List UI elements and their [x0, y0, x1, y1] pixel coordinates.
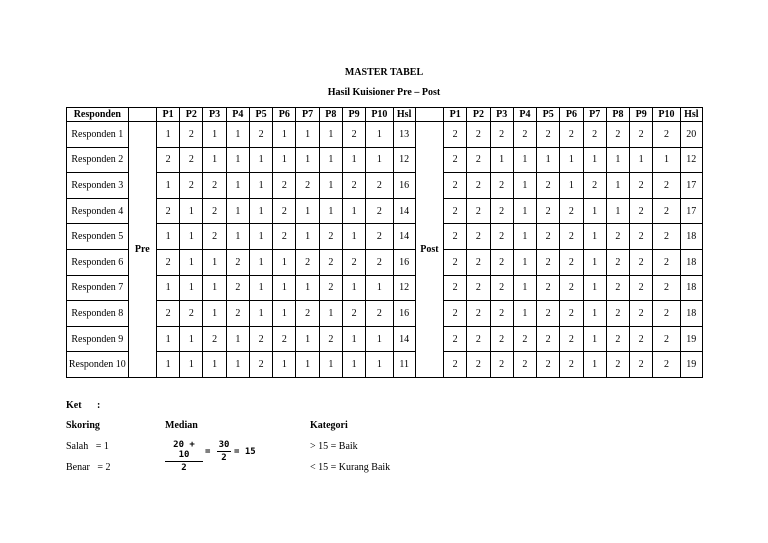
post-p4-cell: 2 — [513, 326, 536, 352]
post-p10-cell: 2 — [653, 249, 680, 275]
header-pre-p9: P9 — [342, 108, 365, 122]
post-p4-cell: 1 — [513, 147, 536, 173]
post-hsl-cell: 17 — [680, 198, 702, 224]
pre-p1-cell: 1 — [156, 275, 179, 301]
pre-p9-cell: 1 — [342, 224, 365, 250]
pre-hsl-cell: 12 — [393, 147, 415, 173]
post-p8-cell: 2 — [606, 122, 629, 148]
page-title: MASTER TABEL — [344, 67, 424, 78]
post-p6-cell: 2 — [560, 352, 583, 378]
pre-hsl-cell: 16 — [393, 301, 415, 327]
pre-p8-cell: 2 — [319, 249, 342, 275]
pre-p9-cell: 1 — [342, 326, 365, 352]
pre-p10-cell: 2 — [366, 173, 393, 199]
post-p5-cell: 2 — [537, 275, 560, 301]
pre-p4-cell: 2 — [226, 301, 249, 327]
skoring-benar: Benar = 2 — [66, 462, 111, 473]
table-body — [67, 122, 703, 378]
post-p2-cell: 2 — [467, 352, 490, 378]
header-post-hsl: Hsl — [680, 108, 702, 122]
header-pre-p5: P5 — [249, 108, 272, 122]
pre-p10-cell: 1 — [366, 352, 393, 378]
post-p8-cell: 2 — [606, 224, 629, 250]
post-p4-cell: 1 — [513, 275, 536, 301]
pre-p1-cell: 2 — [156, 301, 179, 327]
pre-p1-cell: 2 — [156, 249, 179, 275]
post-p9-cell: 2 — [630, 352, 653, 378]
pre-hsl-cell: 16 — [393, 173, 415, 199]
header-responden: Responden — [67, 108, 129, 122]
post-p5-cell: 2 — [537, 326, 560, 352]
pre-p1-cell: 1 — [156, 326, 179, 352]
pre-p5-cell: 1 — [249, 173, 272, 199]
table-row — [67, 275, 703, 301]
post-hsl-cell: 19 — [680, 326, 702, 352]
post-p6-cell: 2 — [560, 224, 583, 250]
post-p4-cell: 1 — [513, 249, 536, 275]
post-hsl-cell: 18 — [680, 301, 702, 327]
post-hsl-cell: 17 — [680, 173, 702, 199]
header-pre-p2: P2 — [180, 108, 203, 122]
pre-p8-cell: 1 — [319, 147, 342, 173]
responden-cell: Responden 10 — [67, 352, 129, 378]
pre-p3-cell: 2 — [203, 224, 226, 250]
pre-hsl-cell: 12 — [393, 275, 415, 301]
header-pre-p8: P8 — [319, 108, 342, 122]
pre-p4-cell: 1 — [226, 224, 249, 250]
post-p6-cell: 1 — [560, 147, 583, 173]
median-fraction-2 — [217, 440, 231, 463]
pre-p2-cell: 1 — [180, 326, 203, 352]
post-p2-cell: 2 — [467, 198, 490, 224]
post-p10-cell: 1 — [653, 147, 680, 173]
table-row — [67, 147, 703, 173]
post-p7-cell: 2 — [583, 122, 606, 148]
post-p1-cell: 2 — [444, 301, 467, 327]
post-p7-cell: 1 — [583, 147, 606, 173]
post-p8-cell: 2 — [606, 249, 629, 275]
post-p3-cell: 2 — [490, 301, 513, 327]
pre-p3-cell: 2 — [203, 173, 226, 199]
pre-p8-cell: 1 — [319, 301, 342, 327]
post-p9-cell: 1 — [630, 147, 653, 173]
pre-p6-cell: 1 — [273, 147, 296, 173]
post-p2-cell: 2 — [467, 173, 490, 199]
pre-p4-cell: 1 — [226, 173, 249, 199]
pre-p3-cell: 2 — [203, 198, 226, 224]
pre-p2-cell: 1 — [180, 352, 203, 378]
post-p1-cell: 2 — [444, 173, 467, 199]
kategori-baik: > 15 = Baik — [310, 441, 358, 452]
pre-p5-cell: 1 — [249, 249, 272, 275]
pre-p7-cell: 1 — [296, 326, 319, 352]
pre-p7-cell: 2 — [296, 173, 319, 199]
table-row — [67, 249, 703, 275]
table-row — [67, 352, 703, 378]
post-p9-cell: 2 — [630, 224, 653, 250]
pre-p3-cell: 1 — [203, 275, 226, 301]
skoring-label: Skoring — [66, 420, 100, 431]
post-p10-cell: 2 — [653, 352, 680, 378]
pre-p8-cell: 2 — [319, 275, 342, 301]
pre-p3-cell: 1 — [203, 147, 226, 173]
post-p7-cell: 2 — [583, 173, 606, 199]
post-p2-cell: 2 — [467, 326, 490, 352]
pre-p8-cell: 1 — [319, 352, 342, 378]
post-p3-cell: 1 — [490, 147, 513, 173]
post-p9-cell: 2 — [630, 122, 653, 148]
post-p6-cell: 2 — [560, 198, 583, 224]
pre-p7-cell: 1 — [296, 147, 319, 173]
pre-p6-cell: 2 — [273, 198, 296, 224]
pre-p2-cell: 1 — [180, 224, 203, 250]
pre-hsl-cell: 14 — [393, 198, 415, 224]
pre-p3-cell: 2 — [203, 326, 226, 352]
header-post-group — [415, 108, 443, 122]
post-p9-cell: 2 — [630, 249, 653, 275]
pre-p10-cell: 2 — [366, 301, 393, 327]
pre-group-label: Pre — [128, 122, 156, 378]
post-p5-cell: 2 — [537, 249, 560, 275]
post-p4-cell: 2 — [513, 352, 536, 378]
post-p5-cell: 1 — [537, 147, 560, 173]
post-p5-cell: 2 — [537, 352, 560, 378]
pre-p3-cell: 1 — [203, 352, 226, 378]
pre-hsl-cell: 13 — [393, 122, 415, 148]
header-post-p1: P1 — [444, 108, 467, 122]
pre-hsl-cell: 14 — [393, 326, 415, 352]
post-hsl-cell: 19 — [680, 352, 702, 378]
pre-p7-cell: 1 — [296, 275, 319, 301]
header-pre-p7: P7 — [296, 108, 319, 122]
median-fraction-2-denominator: 2 — [221, 453, 227, 463]
responden-cell: Responden 9 — [67, 326, 129, 352]
post-p3-cell: 2 — [490, 173, 513, 199]
kategori-label: Kategori — [310, 420, 348, 431]
pre-p8-cell: 1 — [319, 122, 342, 148]
pre-hsl-cell: 11 — [393, 352, 415, 378]
pre-p5-cell: 2 — [249, 352, 272, 378]
header-post-p2: P2 — [467, 108, 490, 122]
pre-p10-cell: 1 — [366, 275, 393, 301]
post-p9-cell: 2 — [630, 275, 653, 301]
pre-p4-cell: 1 — [226, 147, 249, 173]
post-p3-cell: 2 — [490, 352, 513, 378]
pre-p6-cell: 1 — [273, 249, 296, 275]
post-p9-cell: 2 — [630, 198, 653, 224]
pre-p5-cell: 1 — [249, 198, 272, 224]
pre-p8-cell: 1 — [319, 173, 342, 199]
post-p7-cell: 1 — [583, 224, 606, 250]
post-p10-cell: 2 — [653, 198, 680, 224]
post-p6-cell: 2 — [560, 275, 583, 301]
pre-hsl-cell: 14 — [393, 224, 415, 250]
pre-p8-cell: 2 — [319, 224, 342, 250]
post-p8-cell: 2 — [606, 275, 629, 301]
pre-p7-cell: 1 — [296, 122, 319, 148]
pre-p4-cell: 2 — [226, 249, 249, 275]
post-hsl-cell: 20 — [680, 122, 702, 148]
pre-p6-cell: 2 — [273, 173, 296, 199]
post-p5-cell: 2 — [537, 122, 560, 148]
pre-p3-cell: 1 — [203, 301, 226, 327]
pre-p9-cell: 1 — [342, 275, 365, 301]
post-p6-cell: 2 — [560, 122, 583, 148]
post-group-label: Post — [415, 122, 443, 378]
pre-p9-cell: 2 — [342, 173, 365, 199]
pre-p1-cell: 1 — [156, 224, 179, 250]
post-p1-cell: 2 — [444, 326, 467, 352]
pre-p2-cell: 2 — [180, 173, 203, 199]
pre-p4-cell: 1 — [226, 122, 249, 148]
pre-p1-cell: 1 — [156, 352, 179, 378]
ket-colon: : — [97, 400, 101, 411]
post-p3-cell: 2 — [490, 249, 513, 275]
pre-p4-cell: 1 — [226, 198, 249, 224]
post-p10-cell: 2 — [653, 301, 680, 327]
post-p1-cell: 2 — [444, 224, 467, 250]
post-p5-cell: 2 — [537, 198, 560, 224]
median-equals: = — [205, 447, 211, 457]
responden-cell: Responden 7 — [67, 275, 129, 301]
post-p8-cell: 1 — [606, 147, 629, 173]
header-pre-p4: P4 — [226, 108, 249, 122]
post-p2-cell: 2 — [467, 275, 490, 301]
header-post-p8: P8 — [606, 108, 629, 122]
table-row — [67, 326, 703, 352]
post-p7-cell: 1 — [583, 275, 606, 301]
post-p8-cell: 1 — [606, 198, 629, 224]
post-p2-cell: 2 — [467, 249, 490, 275]
responden-cell: Responden 8 — [67, 301, 129, 327]
ket-label: Ket — [66, 400, 82, 411]
post-p3-cell: 2 — [490, 224, 513, 250]
post-p10-cell: 2 — [653, 224, 680, 250]
responden-cell: Responden 2 — [67, 147, 129, 173]
post-p3-cell: 2 — [490, 122, 513, 148]
pre-p4-cell: 2 — [226, 275, 249, 301]
post-p9-cell: 2 — [630, 326, 653, 352]
post-p10-cell: 2 — [653, 173, 680, 199]
post-p5-cell: 2 — [537, 224, 560, 250]
pre-p10-cell: 1 — [366, 326, 393, 352]
master-table — [66, 107, 703, 378]
pre-p2-cell: 2 — [180, 122, 203, 148]
post-p2-cell: 2 — [467, 301, 490, 327]
median-fraction-1-denominator: 2 — [181, 463, 187, 473]
pre-p7-cell: 1 — [296, 224, 319, 250]
pre-p8-cell: 2 — [319, 326, 342, 352]
post-p2-cell: 2 — [467, 122, 490, 148]
pre-p7-cell: 2 — [296, 301, 319, 327]
pre-p7-cell: 2 — [296, 249, 319, 275]
post-p6-cell: 2 — [560, 326, 583, 352]
post-p4-cell: 1 — [513, 224, 536, 250]
post-p1-cell: 2 — [444, 275, 467, 301]
pre-p4-cell: 1 — [226, 352, 249, 378]
responden-cell: Responden 1 — [67, 122, 129, 148]
pre-p6-cell: 2 — [273, 224, 296, 250]
page-subtitle: Hasil Kuisioner Pre – Post — [327, 87, 441, 98]
post-p4-cell: 2 — [513, 122, 536, 148]
header-pre-p1: P1 — [156, 108, 179, 122]
pre-p1-cell: 1 — [156, 122, 179, 148]
pre-p9-cell: 1 — [342, 198, 365, 224]
pre-p8-cell: 1 — [319, 198, 342, 224]
pre-p5-cell: 1 — [249, 147, 272, 173]
post-p7-cell: 1 — [583, 352, 606, 378]
post-hsl-cell: 12 — [680, 147, 702, 173]
post-p7-cell: 1 — [583, 326, 606, 352]
table-row — [67, 224, 703, 250]
post-p4-cell: 1 — [513, 198, 536, 224]
table-row — [67, 301, 703, 327]
post-p7-cell: 1 — [583, 249, 606, 275]
header-post-p7: P7 — [583, 108, 606, 122]
post-p7-cell: 1 — [583, 301, 606, 327]
post-p8-cell: 2 — [606, 352, 629, 378]
post-p9-cell: 2 — [630, 301, 653, 327]
pre-p2-cell: 1 — [180, 198, 203, 224]
median-fraction-2-numerator: 30 — [218, 440, 230, 450]
post-p2-cell: 2 — [467, 224, 490, 250]
pre-p5-cell: 1 — [249, 224, 272, 250]
post-p1-cell: 2 — [444, 352, 467, 378]
pre-p10-cell: 1 — [366, 122, 393, 148]
pre-p7-cell: 1 — [296, 352, 319, 378]
responden-cell: Responden 6 — [67, 249, 129, 275]
responden-cell: Responden 4 — [67, 198, 129, 224]
post-p1-cell: 2 — [444, 198, 467, 224]
median-formula — [165, 440, 275, 473]
post-p9-cell: 2 — [630, 173, 653, 199]
header-pre-p3: P3 — [203, 108, 226, 122]
post-p6-cell: 2 — [560, 301, 583, 327]
pre-p9-cell: 1 — [342, 352, 365, 378]
pre-p6-cell: 1 — [273, 275, 296, 301]
pre-p10-cell: 1 — [366, 147, 393, 173]
post-p4-cell: 1 — [513, 173, 536, 199]
header-post-p3: P3 — [490, 108, 513, 122]
header-post-p10: P10 — [653, 108, 680, 122]
pre-p5-cell: 2 — [249, 326, 272, 352]
pre-p5-cell: 2 — [249, 122, 272, 148]
table-row — [67, 198, 703, 224]
post-p5-cell: 2 — [537, 301, 560, 327]
header-post-p9: P9 — [630, 108, 653, 122]
pre-p3-cell: 1 — [203, 249, 226, 275]
header-pre-hsl: Hsl — [393, 108, 415, 122]
pre-p4-cell: 1 — [226, 326, 249, 352]
pre-p2-cell: 1 — [180, 249, 203, 275]
pre-p9-cell: 2 — [342, 249, 365, 275]
post-p8-cell: 1 — [606, 173, 629, 199]
pre-p2-cell: 2 — [180, 147, 203, 173]
median-fraction-1-numerator: 20 + 10 — [165, 440, 203, 462]
post-p10-cell: 2 — [653, 275, 680, 301]
pre-p5-cell: 1 — [249, 275, 272, 301]
responden-cell: Responden 3 — [67, 173, 129, 199]
post-p6-cell: 2 — [560, 249, 583, 275]
pre-p9-cell: 2 — [342, 301, 365, 327]
header-post-p4: P4 — [513, 108, 536, 122]
pre-p1-cell: 1 — [156, 173, 179, 199]
post-p3-cell: 2 — [490, 275, 513, 301]
pre-p1-cell: 2 — [156, 198, 179, 224]
header-post-p5: P5 — [537, 108, 560, 122]
post-p7-cell: 1 — [583, 198, 606, 224]
pre-p2-cell: 2 — [180, 301, 203, 327]
median-result: = 15 — [234, 447, 256, 457]
post-p3-cell: 2 — [490, 198, 513, 224]
post-p1-cell: 2 — [444, 249, 467, 275]
post-p2-cell: 2 — [467, 147, 490, 173]
pre-p5-cell: 1 — [249, 301, 272, 327]
pre-p6-cell: 2 — [273, 326, 296, 352]
pre-hsl-cell: 16 — [393, 249, 415, 275]
post-p4-cell: 1 — [513, 301, 536, 327]
post-hsl-cell: 18 — [680, 275, 702, 301]
post-p5-cell: 2 — [537, 173, 560, 199]
pre-p10-cell: 2 — [366, 198, 393, 224]
header-pre-p6: P6 — [273, 108, 296, 122]
header-pre-p10: P10 — [366, 108, 393, 122]
pre-p9-cell: 1 — [342, 147, 365, 173]
header-row — [67, 108, 703, 122]
header-pre-group — [128, 108, 156, 122]
header-post-p6: P6 — [560, 108, 583, 122]
pre-p2-cell: 1 — [180, 275, 203, 301]
post-hsl-cell: 18 — [680, 249, 702, 275]
pre-p1-cell: 2 — [156, 147, 179, 173]
post-p3-cell: 2 — [490, 326, 513, 352]
table-row — [67, 173, 703, 199]
pre-p7-cell: 1 — [296, 198, 319, 224]
post-p6-cell: 1 — [560, 173, 583, 199]
post-p1-cell: 2 — [444, 147, 467, 173]
median-fraction-1 — [165, 440, 203, 473]
post-p8-cell: 2 — [606, 326, 629, 352]
pre-p3-cell: 1 — [203, 122, 226, 148]
post-p10-cell: 2 — [653, 326, 680, 352]
kategori-kurang-baik: < 15 = Kurang Baik — [310, 462, 391, 473]
pre-p6-cell: 1 — [273, 301, 296, 327]
pre-p6-cell: 1 — [273, 352, 296, 378]
skoring-salah: Salah = 1 — [66, 441, 109, 452]
post-p8-cell: 2 — [606, 301, 629, 327]
post-p10-cell: 2 — [653, 122, 680, 148]
post-p1-cell: 2 — [444, 122, 467, 148]
post-hsl-cell: 18 — [680, 224, 702, 250]
table-row — [67, 122, 703, 148]
median-label: Median — [165, 420, 198, 431]
pre-p6-cell: 1 — [273, 122, 296, 148]
pre-p9-cell: 2 — [342, 122, 365, 148]
pre-p10-cell: 2 — [366, 224, 393, 250]
pre-p10-cell: 2 — [366, 249, 393, 275]
responden-cell: Responden 5 — [67, 224, 129, 250]
